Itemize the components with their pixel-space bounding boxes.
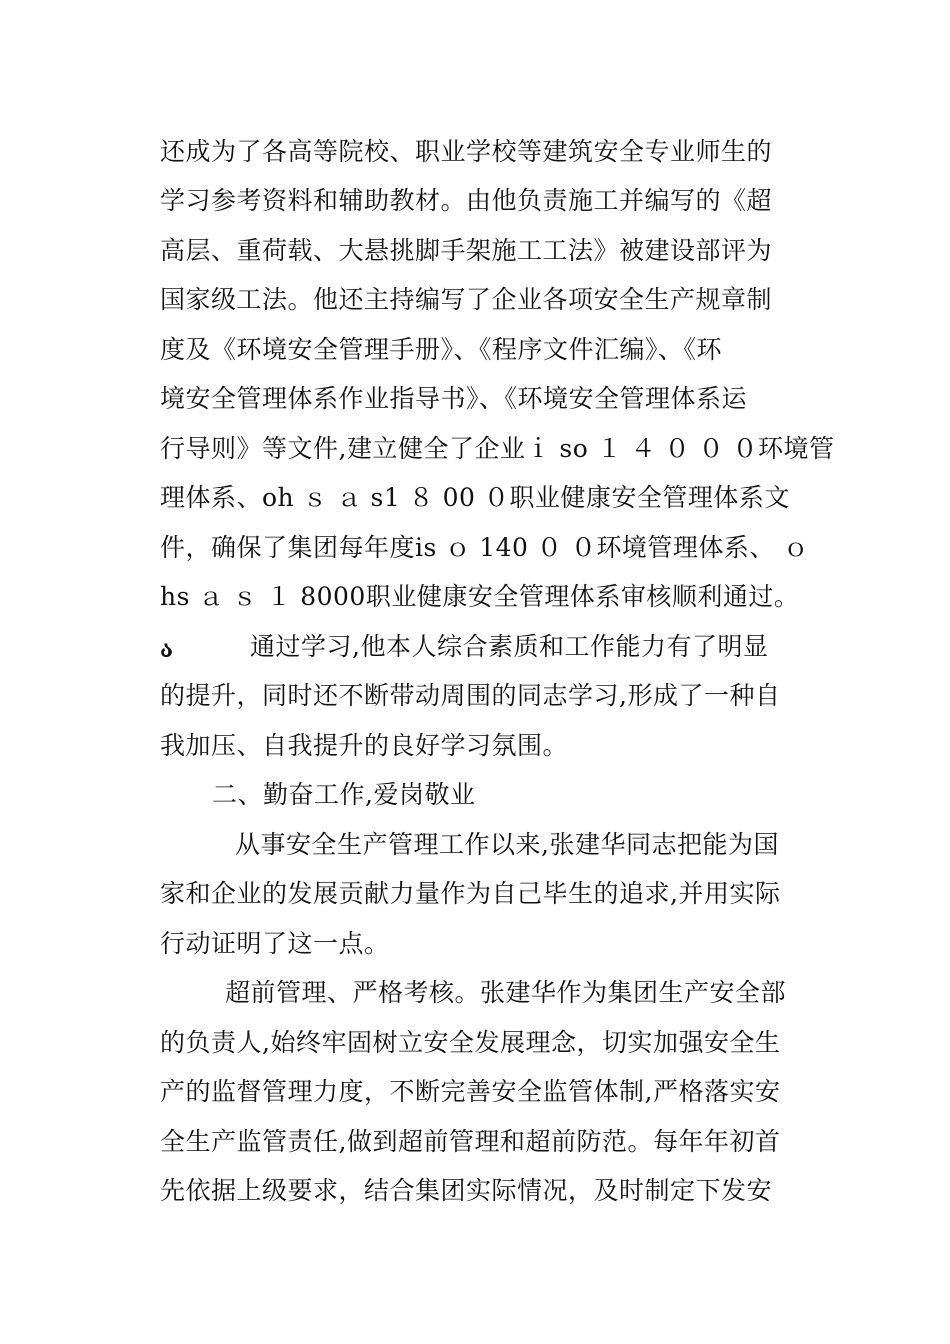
text-line: 家和企业的发展贡献力量作为自己毕生的追求,并用实际 [160,879,781,908]
text-line: 度及《环境安全管理手册》、《程序文件汇编》、《环 [160,335,723,364]
text-line: 境安全管理体系作业指导书》、《环境安全管理体系运 [160,384,748,413]
text-line: 还成为了各高等院校、职业学校等建筑安全专业师生的 [160,137,773,166]
margin-glyph: ა [160,637,174,663]
section-heading: 二、勤奋工作,爱岗敬业 [212,780,476,809]
text-line: 行导则》等文件,建立健全了企业ｉ so １ ４ ０ ０ ０环境管 [160,434,835,463]
text-line: 理体系、oh ｓ ａ s1 ８ 00 ０职业健康安全管理体系文 [160,483,790,512]
text-line: 的提升，同时还不断带动周围的同志学习,形成了一种自 [160,681,781,710]
text-line: 学习参考资料和辅助教材。由他负责施工并编写的《超 [160,186,773,215]
paragraph-start: 从事安全生产管理工作以来,张建华同志把能为国 [235,830,779,859]
text-line: 国家级工法。他还主持编写了企业各项安全生产规章制 [160,285,773,314]
text-line: 先依据上级要求，结合集团实际情况，及时制定下发安 [160,1176,773,1205]
text-line: 全生产监管责任,做到超前管理和超前防范。每年年初首 [160,1127,781,1156]
text-line: 行动证明了这一点。 [160,929,390,958]
text-line: 产的监督管理力度，不断完善安全监管体制,严格落实安 [160,1077,781,1106]
text-line: 件，确保了集团每年度is ｏ 140 ０ ０环境管理体系、 ｏ [160,533,809,562]
paragraph-start: 超前管理、严格考核。张建华作为集团生产安全部 [225,978,787,1007]
paragraph-start: 通过学习,他本人综合素质和工作能力有了明显 [250,632,769,661]
text-line: 的负责人,始终牢固树立安全发展理念，切实加强安全生 [160,1028,781,1057]
text-line: hs ａ ｓ １ 8000职业健康安全管理体系审核顺利通过。 [160,582,800,611]
text-line: 我加压、自我提升的良好学习氛围。 [160,731,569,760]
text-line: 高层、重荷载、大悬挑脚手架施工工法》被建设部评为 [160,236,773,265]
